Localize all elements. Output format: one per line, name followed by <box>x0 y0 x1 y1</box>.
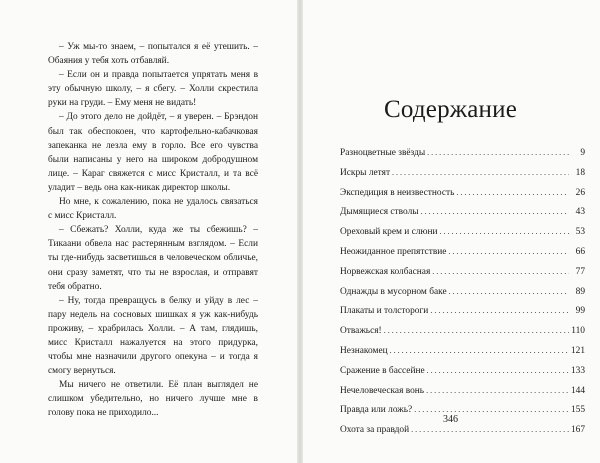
toc-leader <box>421 207 569 217</box>
toc-entry-title: Незнакомец <box>340 345 388 356</box>
toc-entry-title: Норвежская колбасная <box>340 266 431 277</box>
toc-entry-page: 77 <box>575 266 585 277</box>
toc-entry-page: 144 <box>570 385 585 396</box>
toc-entry <box>340 425 585 445</box>
toc-entry-page: 9 <box>580 148 585 158</box>
toc-entry <box>340 207 585 227</box>
toc-entry <box>340 148 585 168</box>
toc-entry-page: 66 <box>575 246 585 257</box>
toc-entry-title: Отважься! <box>340 326 382 337</box>
paragraph: – Сбежать? Холли, куда же ты сбежишь? – Тикаани обвела нас растерянным взглядом. – Если ты где-нибудь засветишься в человеческом обличье, они сразу заметят, что ты не взрослая, и отправят тебя обратно. <box>48 225 258 292</box>
toc-entry-page: 26 <box>575 187 585 198</box>
page-number: 346 <box>443 414 458 425</box>
toc-leader <box>448 247 569 257</box>
toc-entry-page: 18 <box>575 167 585 178</box>
toc-entry-title: Правда или ложь? <box>340 405 413 416</box>
toc-leader <box>430 306 569 316</box>
toc-entry <box>340 306 585 326</box>
toc-leader <box>456 188 569 198</box>
contents-title: Содержание <box>384 96 517 123</box>
toc-leader <box>392 168 569 178</box>
paragraph: – Ну, тогда превращусь в белку и уйду в лес – пару недель на сосновых шишках я уж как-нибудь проживу, – храбрилась Холли. – А там, глядишь, мисс Кристалл нажалуется на этого придурка, чтобы мне назначили другого опекуна – и тогда я смогу вернуться. <box>48 295 258 377</box>
toc-entry <box>340 247 585 267</box>
toc-entry-title: Нечеловеческая вонь <box>340 385 425 396</box>
toc-entry <box>340 386 585 406</box>
toc-entry-title: Разноцветные звёзды <box>340 148 426 158</box>
toc-entry-title: Ореховый крем и слюни <box>340 227 438 238</box>
toc-entry <box>340 267 585 287</box>
toc-entry <box>340 188 585 208</box>
paragraph: Но мне, к сожалению, пока не удалось связаться с мисс Кристалл. <box>48 197 258 222</box>
toc-entry-page: 133 <box>570 365 585 376</box>
toc-entry-title: Плакаты и толстороги <box>340 306 429 317</box>
toc-entry-title: Сражение в бассейне <box>340 365 425 376</box>
toc-entry-page: 43 <box>575 207 585 218</box>
toc-entry-title: Охота за правдой <box>340 425 410 436</box>
toc-leader <box>390 346 569 356</box>
toc-entry-title: Неожиданное препятствие <box>340 246 447 257</box>
toc-entry-page: 53 <box>575 227 585 238</box>
toc-entry <box>340 366 585 386</box>
paragraph: – Если он и правда попытается упрятать меня в эту обычную школу, – я сбегу. – Холли скрестила руки на груди. – Ему меня не видать! <box>48 70 258 109</box>
toc-entry-page: 167 <box>570 425 585 436</box>
toc-entry-title: Однажды в мусорном баке <box>340 286 447 297</box>
toc-entry-page: 99 <box>575 306 585 317</box>
toc-leader <box>440 227 569 237</box>
toc-entry <box>340 227 585 247</box>
toc-leader <box>411 425 569 435</box>
toc-entry-page: 121 <box>570 345 585 356</box>
toc-entry-title: Искры летят <box>340 167 391 178</box>
toc-entry-page: 155 <box>570 405 585 416</box>
toc-entry <box>340 168 585 188</box>
toc-leader <box>432 267 569 277</box>
toc-leader <box>427 148 569 158</box>
toc-leader <box>427 366 569 376</box>
toc-entry <box>340 287 585 307</box>
toc-leader <box>426 386 569 396</box>
book-gutter <box>297 0 303 463</box>
toc-entry <box>340 346 585 366</box>
toc-leader <box>449 287 569 297</box>
toc-leader <box>384 326 569 336</box>
toc-entry-page: 110 <box>571 326 585 337</box>
toc-entry-title: Дымящиеся стволы <box>340 207 419 218</box>
paragraph: – До этого дело не дойдёт, – я уверен. – Брэндон был так обеспокоен, что картофельно-кабачковая запеканка не лезла ему в горло. Все его чувства были написаны у него на широком добродушном лице. – Караг свяжется с мисс Кристалл, и та всё уладит – ведь она как-никак директор школы. <box>48 112 258 193</box>
toc-entry-page: 89 <box>575 286 585 297</box>
paragraph: Мы ничего не ответили. Её план выглядел не слишком убедительно, но ничего лучше мне в голову пока не приходило... <box>48 380 258 419</box>
toc-entry-title: Экспедиция в неизвестность <box>340 187 455 198</box>
paragraph: – Уж мы-то знаем, – попытался я её утешить. – Обаяния у тебя хоть отбавляй. <box>48 42 258 67</box>
left-page-text <box>48 40 258 421</box>
table-of-contents <box>340 148 585 445</box>
toc-entry <box>340 326 585 346</box>
